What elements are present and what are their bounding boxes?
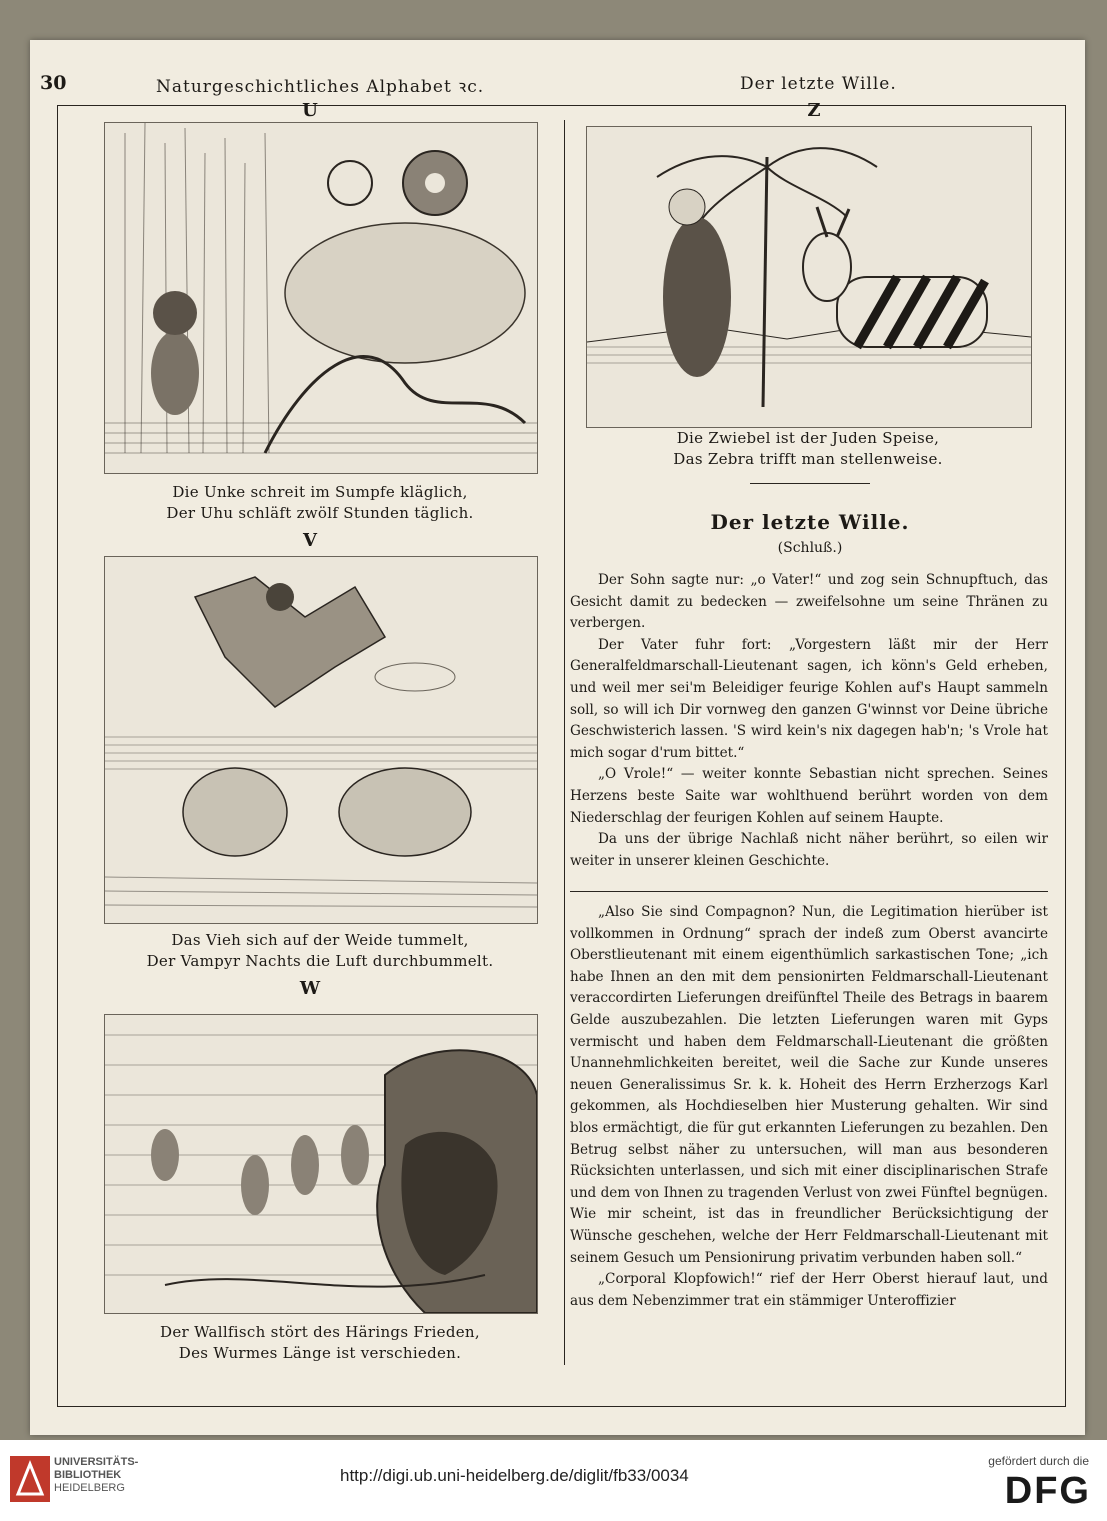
running-title-left: Naturgeschichtliches Alphabet ꝛc. <box>156 77 485 97</box>
caption-w <box>104 1322 536 1364</box>
illustration-vieh-vampyr <box>104 556 538 924</box>
digital-copy-url[interactable]: http://digi.ub.uni-heidelberg.de/diglit/fb33/0034 <box>340 1466 689 1485</box>
illustration-zwiebel-zebra <box>586 126 1032 428</box>
paragraph: Der Sohn sagte nur: „o Vater!“ und zog sein Schnupftuch, das Gesicht damit zu bedecken — zweifelsohne um seine Thränen zu verbergen. <box>570 572 1048 632</box>
viewer-footer <box>0 1440 1107 1521</box>
caption-line: Die Zwiebel ist der Juden Speise, <box>676 429 940 447</box>
library-line: UNIVERSITÄTS- <box>54 1456 139 1468</box>
library-line: BIBLIOTHEK <box>54 1469 122 1481</box>
paragraph: „Corporal Klopfowich!“ rief der Herr Oberst hierauf laut, und aus dem Nebenzimmer trat ein stämmiger Unteroffizier <box>570 1271 1048 1309</box>
funder-label: gefördert durch die <box>988 1454 1089 1468</box>
illustration-wallfisch-wurm <box>104 1014 538 1314</box>
letter-w: W <box>299 978 321 999</box>
university-library-name <box>54 1456 138 1495</box>
article-title: Der letzte Wille. <box>710 510 910 534</box>
article-body-part-1 <box>570 570 1048 872</box>
page-number: 30 <box>40 72 67 94</box>
caption-u <box>104 482 536 524</box>
caption-line: Der Wallfisch stört des Härings Frieden, <box>160 1323 480 1341</box>
running-header <box>40 70 1040 100</box>
paragraph: „Also Sie sind Compagnon? Nun, die Legitimation hierüber ist vollkommen in Ordnung“ sprach der indeß zum Oberst avancirte Oberstlieutenant mit einem eigenthümlich sarkastischen Tone; „ich habe Ihnen an den mit dem pensionirten Feldmarschall-Lieutenant veraccordirten Lieferungen dreifünftel Theile des Betrags in baarem Gelde auszubezahlen. Die letzten Lieferungen waren mit Gyps vermischt und haben dem Feldmarschall-Lieutenant die größten Unannehmlichkeiten bereitet, weil die Sache zur Kunde unseres neuen Generalissimus Sr. k. k. Hoheit des Herrn Erzherzogs Karl gekommen, als Hochdieselben hier Musterung gehalten. Wir sind blos ermächtigt, die für gut erkannten Lieferungen zu bezahlen. Den Betrug selbst näher zu untersuchen, will man aus besonderen Rücksichten unterlassen, und sich mit einer disciplinarischen Strafe und dem von Ihnen zu tragenden Verlust von zwei Fünftel begnügen. Wie mir scheint, ist das in freundlicher Berücksichtigung der Wünsche geschehen, welche der Herr Feldmarschall-Lieutenant mit seinem Gesuch um Pensionirung privatim verbunden haben soll.“ <box>570 904 1048 1266</box>
article-body-part-2 <box>570 902 1048 1312</box>
dfg-logo: DFG <box>1004 1470 1091 1512</box>
caption-line: Das Vieh sich auf der Weide tummelt, <box>171 931 469 949</box>
caption-z <box>586 428 1030 470</box>
caption-line: Der Vampyr Nachts die Luft durchbummelt. <box>146 952 494 970</box>
section-rule <box>570 891 1048 892</box>
caption-line: Der Uhu schläft zwölf Stunden täglich. <box>166 504 474 522</box>
library-line: HEIDELBERG <box>54 1482 125 1494</box>
illustration-unke-uhu <box>104 122 538 474</box>
paragraph: „O Vrole!“ — weiter konnte Sebastian nicht sprechen. Seines Herzens beste Saite war wohlthuend berührt worden von dem Niederschlag der feurigen Kohlen auf seinem Haupte. <box>570 766 1048 826</box>
caption-line: Die Unke schreit im Sumpfe kläglich, <box>172 483 468 501</box>
university-library-logo-icon <box>10 1456 50 1502</box>
paragraph: Der Vater fuhr fort: „Vorgestern läßt mir der Herr Generalfeldmarschall-Lieutenant sagen, ich könn's Geld erheben, und weil mer sei'm Beleidiger feurige Kohlen auf's Haupt sammeln soll, so will ich Dir vornweg den ganzen G'winnst vor Deine übriche Geschwisterich lassen. 'S wird kein's nix dagegen hab'n; 's Vrole hat mich sogar d'rum bittet.“ <box>570 636 1048 761</box>
letter-z: Z <box>807 100 821 121</box>
letter-u: U <box>302 100 318 121</box>
caption-line: Des Wurmes Länge ist verschieden. <box>178 1344 462 1362</box>
article-subtitle: (Schluß.) <box>777 540 843 556</box>
running-title-right: Der letzte Wille. <box>740 74 897 94</box>
column-divider <box>564 120 565 1365</box>
paragraph: Da uns der übrige Nachlaß nicht näher berührt, so eilen wir weiter in unserer kleinen Geschichte. <box>570 831 1048 869</box>
letter-v: V <box>303 530 317 551</box>
caption-v <box>104 930 536 972</box>
caption-line: Das Zebra trifft man stellenweise. <box>673 450 943 468</box>
section-rule <box>750 483 870 484</box>
